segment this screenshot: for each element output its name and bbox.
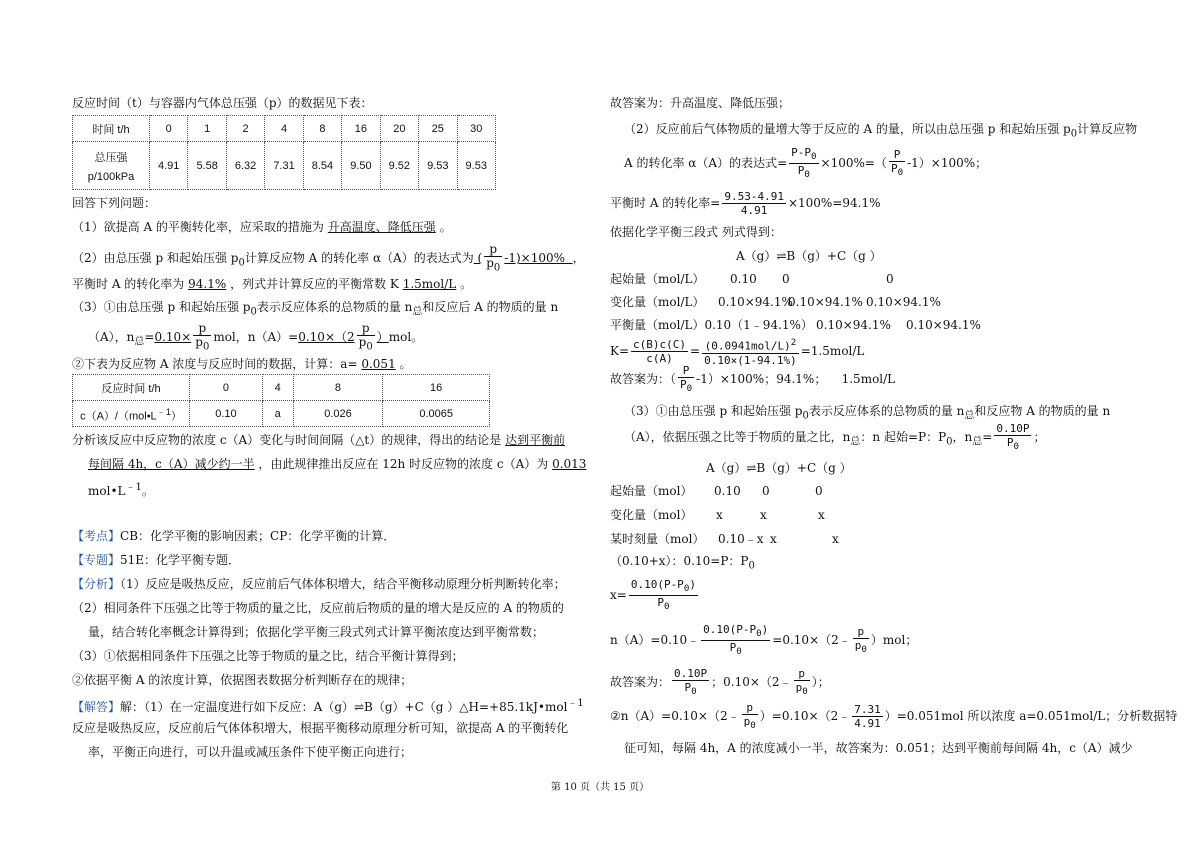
- question-4: [72, 432, 565, 448]
- table-cell: 7.31: [265, 142, 303, 190]
- fraction: [722, 190, 786, 217]
- text: 平衡时 A 的转化率为: [72, 277, 185, 291]
- denominator: [193, 336, 211, 353]
- ice-cell: 0.10×94.1%: [906, 318, 981, 332]
- text: mol。: [388, 330, 424, 345]
- ice-cell: 0.10×94.1%: [718, 295, 793, 309]
- text: P-P: [791, 146, 811, 159]
- subscript: 0: [686, 383, 693, 395]
- ice-cell: x: [716, 508, 723, 522]
- text: P: [684, 680, 692, 694]
- table-cell: 8: [303, 116, 341, 142]
- solution-line: [610, 622, 917, 658]
- fraction: [994, 422, 1031, 453]
- solution-line: [624, 420, 1045, 459]
- reaction-equation: A（g）⇌B（g）+C（g ）: [736, 249, 882, 263]
- text: ，n: [952, 430, 973, 444]
- question-1: [72, 219, 452, 235]
- subscript: 0: [663, 601, 670, 613]
- text: P: [680, 378, 687, 391]
- text: （2）由总压强 p 和起始压强 p: [72, 251, 239, 266]
- subscript: 0: [1070, 128, 1078, 140]
- numerator: P: [889, 148, 905, 162]
- text: 平衡时 A 的转化率=: [610, 196, 721, 210]
- text: 和反应后 A 的物质的量 n: [422, 300, 559, 314]
- ice-cell: 0.10﹣x: [718, 532, 764, 546]
- solution-line: [610, 575, 700, 615]
- numerator: [789, 146, 818, 164]
- intro-text: 反应时间（t）与容器内气体总压强（p）的数据见下表：: [72, 96, 373, 110]
- numerator: 0.10P: [674, 666, 708, 680]
- subscript: 0: [683, 583, 690, 594]
- answer: 0.10×（2 $\frac{p}{p_0}$ ）: [298, 321, 389, 353]
- table-cell: 9.52: [380, 142, 418, 190]
- fraction: [672, 667, 709, 698]
- subscript: 0: [238, 257, 245, 269]
- text: A 的转化率 α（A）的表达式=: [624, 156, 788, 171]
- ice-cell: 0: [886, 272, 894, 286]
- numerator: 9.53-4.91: [724, 190, 784, 203]
- text: 表示反应体系的总物质的量 n: [808, 404, 965, 418]
- solution-line: [624, 121, 1137, 142]
- solution-line: 依据化学平衡三段式 列式得到：: [610, 225, 782, 239]
- subscript: 0: [691, 686, 697, 698]
- question-3-line2: [88, 322, 423, 353]
- ice-cell: 0: [782, 272, 790, 286]
- numerator: [701, 623, 770, 641]
- numerator: [629, 578, 698, 596]
- ice-row: 变化量（mol/L）: [610, 295, 705, 309]
- subscript: 0: [1013, 441, 1019, 453]
- text: 表示反应体系的总物质的量 n: [256, 300, 413, 314]
- page-footer: 第 10 页（共 15 页）: [550, 782, 650, 793]
- denominator: [794, 681, 810, 698]
- answer: 94.1%: [188, 277, 227, 291]
- text: P: [657, 596, 664, 609]
- text: (0.0941mol/L): [704, 339, 791, 353]
- text: ，: [572, 251, 585, 266]
- text: p: [854, 638, 862, 652]
- text: =: [982, 430, 993, 444]
- denominator: [789, 164, 818, 181]
- table-cell: 0.0065: [383, 401, 490, 427]
- subscript: 0: [250, 306, 257, 318]
- ice-cell: x: [760, 508, 767, 522]
- subscript: 总: [134, 336, 145, 348]
- table-row: [73, 142, 496, 190]
- text: ）=0.10×（2﹣: [759, 709, 851, 723]
- text: ）mol；: [870, 633, 918, 647]
- question-4-line3: [88, 480, 154, 499]
- text: ×100%=（: [820, 156, 887, 171]
- subscript: 0: [748, 560, 755, 572]
- numerator: p: [742, 701, 758, 715]
- text: P: [729, 641, 737, 654]
- jieda-line-3: 率，平衡正向进行，可以升温或减压条件下使平衡正向进行；: [88, 745, 413, 759]
- text: ): [761, 622, 769, 636]
- fraction: [631, 338, 688, 365]
- numerator: p: [853, 625, 869, 639]
- concentration-table: [72, 374, 490, 427]
- denominator: [701, 641, 770, 658]
- text: =1.5mol/L: [800, 344, 865, 358]
- answer: 0.013: [552, 457, 587, 471]
- table-header: [73, 142, 150, 190]
- numerator: c(B)c(C): [633, 338, 687, 351]
- numerator: 7.31: [854, 703, 881, 716]
- text: ）: [170, 410, 182, 423]
- fraction: [853, 625, 869, 656]
- text: ): [689, 577, 696, 591]
- ice-cell: 0.10: [714, 484, 741, 498]
- text: p: [195, 335, 203, 349]
- text: mol，n（A）=: [213, 330, 299, 345]
- jieda-line-2: 反应是吸热反应，反应前后气体体积增大，根据平衡移动原理分析可知，欲提高 A 的平衡转化: [72, 721, 569, 735]
- table-cell: 5.58: [188, 142, 226, 190]
- text: CB：化学平衡的影响因素；CP：化学平衡的计算．: [120, 529, 396, 543]
- fenxi-line: [72, 576, 566, 592]
- fraction: [357, 322, 375, 353]
- text: 故答案为：（: [610, 372, 677, 387]
- text: -1）×100%；94.1%；: [696, 372, 827, 387]
- superscript: 2: [790, 337, 797, 349]
- table-header: 时间 t/h: [73, 116, 150, 142]
- subscript: 0: [811, 151, 817, 163]
- ice-row: 某时刻量（mol）: [610, 532, 705, 546]
- text: 计算反应物 A 的转化率 α（A）的表达式为: [244, 251, 474, 266]
- subscript: 0: [736, 646, 742, 658]
- superscript: ﹣1: [567, 698, 584, 709]
- subscript: 0: [802, 686, 808, 698]
- text: 故答案为：: [610, 675, 671, 689]
- ice-cell: 0.10: [730, 272, 757, 286]
- table-cell: 9.53: [419, 142, 457, 190]
- numerator: p: [357, 322, 375, 336]
- table-cell: 6.32: [226, 142, 264, 190]
- subscript: 0: [493, 262, 501, 274]
- text: ；: [1033, 430, 1046, 444]
- subscript: 总: [964, 410, 975, 422]
- subscript: 0: [897, 167, 904, 179]
- table-cell: 30: [457, 116, 496, 142]
- ice-cell: 0: [762, 484, 770, 498]
- answer: mol•L: [88, 484, 126, 498]
- text: （3）①由总压强 p 和起始压强 p: [72, 300, 251, 314]
- text: p: [795, 680, 803, 694]
- answer: 1.5mol/L: [402, 277, 457, 291]
- table-cell: 2: [226, 116, 264, 142]
- zhuanti-line: [72, 552, 240, 568]
- text: 0.10(P-P: [630, 577, 684, 591]
- denominator: c(A): [646, 352, 673, 365]
- header-line: p/100kPa: [87, 170, 135, 183]
- numerator: p: [484, 243, 502, 257]
- subscript: 0: [802, 410, 809, 422]
- subscript: 0: [946, 436, 953, 448]
- answer: 达到平衡前: [505, 433, 566, 447]
- solution-line: [610, 698, 1177, 734]
- text: =0.10×（2﹣: [772, 633, 851, 647]
- text: （A），n: [88, 330, 135, 345]
- question-3-2: [72, 356, 412, 372]
- text: 。: [141, 484, 154, 498]
- denominator: [742, 715, 758, 732]
- pressure-table: [72, 115, 496, 190]
- section-tag: 【分析】: [72, 577, 121, 591]
- table-header: [73, 401, 190, 427]
- table-row: [73, 375, 490, 401]
- subscript: 0: [804, 169, 810, 181]
- table-header: 反应时间 t/h: [73, 375, 190, 401]
- table-cell: 4: [262, 375, 293, 401]
- equilibrium-constant: [610, 334, 864, 368]
- text: ②n（A）=0.10×（2﹣: [610, 709, 740, 723]
- answer-line: 故答案为：升高温度、降低压强；: [610, 96, 791, 110]
- numerator: P: [678, 364, 694, 378]
- denominator: [357, 336, 375, 353]
- reaction-equation: A（g）⇌B（g）+C（g ）: [706, 461, 852, 475]
- table-cell: 1: [188, 116, 226, 142]
- text: 和反应物 A 的物质的量 n: [974, 404, 1111, 418]
- solution-line: 征可知，每隔 4h，A 的浓度减小一半，故答案为：0.051；达到平衡前每间隔 4h，c（A）减少: [624, 741, 1133, 755]
- table-cell: a: [262, 401, 293, 427]
- text: P: [890, 162, 898, 176]
- subscript: 0: [861, 644, 867, 656]
- table-cell: 8: [293, 375, 383, 401]
- fraction: [789, 146, 818, 181]
- text: =: [690, 344, 701, 358]
- table-cell: 9.53: [457, 142, 496, 190]
- section-tag: 【考点】: [72, 529, 121, 543]
- text: P: [1006, 435, 1014, 449]
- table-row: [73, 401, 490, 427]
- text: -1)×100%: [504, 251, 566, 266]
- ice-cell: x: [832, 532, 839, 546]
- table-row: [73, 116, 496, 142]
- table-cell: 4: [265, 116, 303, 142]
- header-line: 总压强: [94, 151, 128, 164]
- answer: [154, 321, 213, 353]
- text: ）；: [811, 675, 830, 689]
- ice-row: 变化量（mol）: [610, 508, 693, 522]
- ice-cell: 0: [815, 484, 823, 498]
- text: （1）反应是吸热反应，反应前后气体体积增大，结合平衡移动原理分析判断转化率；: [120, 577, 566, 591]
- solution-line: [610, 553, 755, 574]
- ice-cell: x: [818, 508, 825, 522]
- denominator: [484, 257, 502, 274]
- text: ；0.10×（2﹣: [711, 675, 792, 689]
- fraction: [484, 243, 502, 274]
- denominator: 4.91: [740, 204, 768, 217]
- ice-row: [610, 271, 704, 287]
- text: 0.10×: [154, 330, 192, 345]
- text: 起始量（mol/L）: [610, 272, 705, 286]
- text: K=: [610, 344, 630, 358]
- text: （0.10+x）：0.10=P：P: [610, 554, 749, 568]
- text: ，由此规律推出反应在 12h 时反应物的浓度 c（A）为: [258, 457, 549, 471]
- subscript: 0: [756, 628, 762, 639]
- text: ：n 起始=P：P: [860, 430, 947, 444]
- subscript: 0: [750, 720, 756, 732]
- answer: 每间隔 4h，c（A）减少约一半: [88, 457, 255, 471]
- text: n（A）=0.10﹣: [610, 633, 700, 647]
- fraction: [193, 322, 211, 353]
- text: （2）反应前后气体物质的量增大等于反应的 A 的量，所以由总压强 p 和起始压强 p: [624, 122, 1071, 136]
- denominator: [629, 596, 698, 613]
- text: ，列式并计算反应的平衡常数 K: [230, 277, 399, 291]
- fenxi-line-5: ②依据平衡 A 的浓度计算，依据图表数据分析判断存在的规律；: [72, 673, 413, 687]
- denominator: 0.10×(1-94.1%): [704, 353, 797, 367]
- denominator: [853, 639, 869, 656]
- text: 分析该反应中反应物的浓度 c（A）变化与时间间隔（△t）的规律，得出的结论是: [72, 433, 502, 447]
- table-cell: 16: [342, 116, 380, 142]
- text: （3）①由总压强 p 和起始压强 p: [624, 404, 803, 418]
- text: P: [797, 164, 805, 178]
- text: -1）×100%；: [907, 156, 988, 171]
- numerator: p: [193, 322, 211, 336]
- text: x=: [610, 588, 627, 602]
- table-cell: 16: [383, 375, 490, 401]
- kaodian-line: [72, 528, 395, 544]
- text: 解：（1）在一定温度进行如下反应：A（g）⇌B（g）+C（g ）△H=+85.1kJ•mol: [120, 700, 568, 714]
- answer-line: [610, 364, 895, 395]
- ice-row: 平衡量（mol/L）0.10（1﹣94.1%）: [610, 318, 813, 332]
- superscript: ﹣1: [125, 482, 142, 493]
- fenxi-line-4: （3）①依据相同条件下压强之比等于物质的量之比，结合平衡计算得到；: [72, 649, 464, 663]
- text: 1.5mol/L: [841, 372, 896, 387]
- text: p: [486, 256, 494, 270]
- answer: 0.051: [361, 357, 396, 371]
- subscript: 总: [972, 436, 983, 448]
- fraction: [794, 667, 810, 698]
- question-2-line2: [72, 276, 472, 292]
- text: （1）欲提高 A 的平衡转化率，应采取的措施为: [72, 220, 324, 234]
- table-cell: 9.50: [342, 142, 380, 190]
- text: 0.10(P-P: [703, 622, 757, 636]
- question-3: [72, 299, 558, 320]
- fraction: [742, 701, 758, 732]
- subscript: 0: [202, 341, 210, 353]
- numerator: 0.10P: [996, 421, 1030, 435]
- table-cell: 4.91: [150, 142, 188, 190]
- ice-row: 起始量（mol）: [610, 484, 693, 498]
- denominator: [672, 681, 709, 698]
- table-cell: 0.10: [190, 401, 263, 427]
- solution-line: [610, 186, 881, 220]
- jieda-line: [72, 696, 584, 715]
- fraction: [702, 336, 799, 367]
- table-cell: 20: [380, 116, 418, 142]
- table-cell: 0: [150, 116, 188, 142]
- subscript: 0: [366, 341, 373, 353]
- text: c（A）/（mol•L: [80, 410, 157, 423]
- fraction: [629, 578, 698, 613]
- denominator: [678, 378, 694, 395]
- text: 51E：化学平衡专题．: [120, 553, 241, 567]
- denominator: [994, 436, 1031, 453]
- text: 0.10×（2: [298, 330, 355, 345]
- text: 。: [439, 220, 452, 234]
- table-cell: 0.026: [293, 401, 383, 427]
- table-cell: 8.54: [303, 142, 341, 190]
- text: ）=0.051mol 所以浓度 a=0.051mol/L；分析数据特: [884, 709, 1178, 723]
- ice-cell: 0.10×94.1%: [816, 318, 891, 332]
- question-4-line2: [88, 456, 586, 472]
- answer-line: [610, 664, 830, 700]
- question-2: [72, 243, 585, 274]
- text: ×100%=94.1%: [787, 196, 881, 210]
- ice-cell: x: [770, 532, 777, 546]
- denominator: 4.91: [854, 717, 881, 730]
- fenxi-line-3: 量，结合转化率概念计算得到；依据化学平衡三段式列式计算平衡浓度达到平衡常数；: [88, 625, 545, 639]
- numerator: p: [794, 667, 810, 681]
- section-tag: 【解答】: [72, 700, 121, 714]
- fraction: [678, 364, 694, 395]
- subscript: 总: [412, 306, 423, 318]
- denominator: [889, 162, 905, 179]
- text: （A），依据压强之比等于物质的量之比，n: [624, 430, 851, 444]
- table-cell: 25: [419, 116, 457, 142]
- section-tag: 【专题】: [72, 553, 121, 567]
- numerator: [702, 336, 799, 354]
- subscript: 总: [850, 436, 861, 448]
- text: 计算反应物: [1077, 122, 1138, 136]
- answer: 升高温度、降低压强: [327, 220, 436, 234]
- question-intro: 回答下列问题：: [72, 196, 157, 210]
- answer: ( $\frac{p}{p_0}$ -1)×100%: [473, 242, 566, 274]
- fraction: [852, 703, 883, 730]
- text: 。: [460, 277, 473, 291]
- fraction: [701, 623, 770, 658]
- ice-cell: 0.10×94.1%: [866, 295, 941, 309]
- superscript: ﹣1: [156, 406, 171, 417]
- fraction: [889, 148, 905, 179]
- solution-line: [624, 146, 987, 181]
- text: p: [358, 335, 367, 349]
- text: =: [144, 330, 155, 345]
- table-cell: 0: [190, 375, 263, 401]
- text: 。: [399, 357, 412, 371]
- fenxi-line-2: （2）相同条件下压强之比等于物质的量之比，反应前后物质的量的增大是反应的 A 的物质的: [72, 601, 564, 615]
- ice-cell: 0.10×94.1%: [788, 295, 863, 309]
- text: p: [743, 714, 751, 728]
- text: ②下表为反应物 A 浓度与反应时间的数据，计算：a=: [72, 357, 358, 371]
